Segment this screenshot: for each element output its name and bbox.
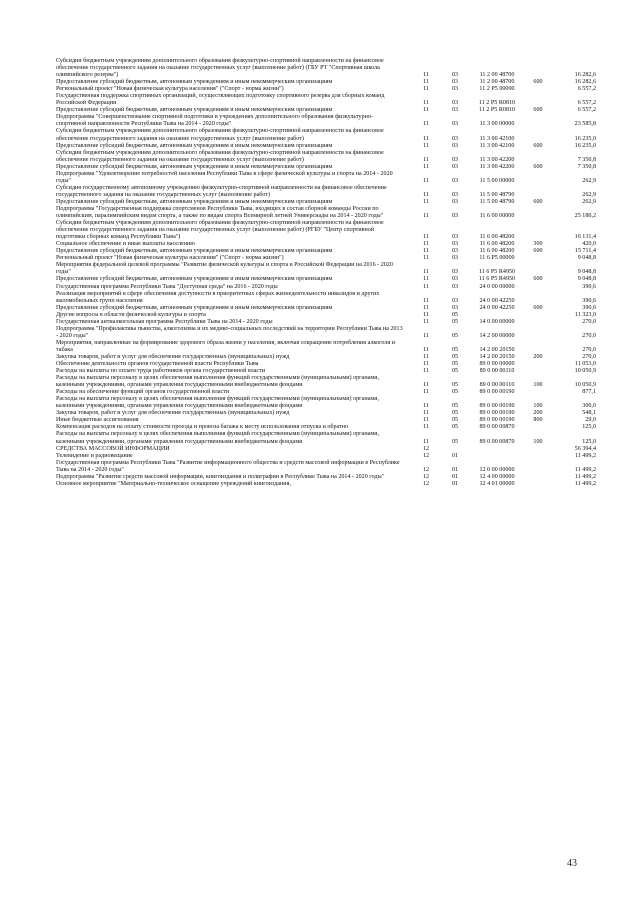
amount: 9 048,8 bbox=[577, 255, 596, 262]
amount: 125,0 bbox=[582, 424, 596, 431]
subsection-code: 05 bbox=[451, 318, 459, 325]
amount: 390,6 bbox=[582, 283, 596, 290]
amount: 6 557,2 bbox=[577, 100, 596, 107]
target-article-code: 89 0 00 00870 bbox=[479, 438, 515, 445]
row-name: Реализация мероприятий в сфере обеспечения доступности в приоритетных сферах жизнедеятельности инвалидов и других маломобильных групп населения bbox=[56, 290, 380, 304]
expense-type-code: 600 bbox=[533, 142, 543, 149]
target-article-code: 11 6 00 48200 bbox=[479, 248, 515, 255]
subsection-code: 03 bbox=[451, 191, 459, 198]
expense-type-code: 100 bbox=[533, 382, 543, 389]
amount: 262,9 bbox=[582, 198, 596, 205]
amount: 9 048,8 bbox=[577, 276, 596, 283]
row-name: Подпрограмма "Развитие средств массовой информации, книгоиздания и полиграфии в Республике Тыва на 2014 - 2020 годы" bbox=[56, 473, 385, 480]
subsection-code: 03 bbox=[451, 297, 459, 304]
row-name: Закупка товаров, работ и услуг для обеспечения государственных (муниципальных) нужд bbox=[56, 410, 290, 417]
table-row bbox=[56, 58, 596, 79]
subsection-code: 05 bbox=[451, 332, 459, 339]
amount: 16 282,6 bbox=[574, 79, 596, 86]
subsection-code: 05 bbox=[451, 353, 459, 360]
target-article-code: 89 0 00 00190 bbox=[479, 417, 515, 424]
table-row bbox=[56, 185, 596, 199]
target-article-code: 89 0 00 00190 bbox=[479, 403, 515, 410]
subsection-code: 03 bbox=[451, 276, 459, 283]
section-code: 11 bbox=[423, 297, 429, 304]
target-article-code: 11 3 00 42100 bbox=[479, 135, 515, 142]
target-article-code: 14 0 00 00000 bbox=[479, 318, 515, 325]
table-row bbox=[56, 128, 596, 142]
amount: 11 323,0 bbox=[574, 311, 596, 318]
section-code: 11 bbox=[423, 304, 429, 311]
expense-type-code: 200 bbox=[533, 410, 543, 417]
expense-type-code: 600 bbox=[533, 276, 543, 283]
table-row bbox=[56, 474, 596, 481]
target-article-code: 89 0 00 00190 bbox=[479, 410, 515, 417]
subsection-code: 05 bbox=[451, 382, 459, 389]
section-code: 11 bbox=[423, 276, 429, 283]
section-code: 11 bbox=[423, 234, 429, 241]
row-name: Расходы на выплаты персоналу в целях обеспечения выполнения функций государственными (муниципальными) органами, казенными учреждениями, органами управления государственными внебюджетными фондами bbox=[56, 375, 379, 389]
amount: 16 131,4 bbox=[574, 234, 596, 241]
target-article-code: 14 2 00 20150 bbox=[479, 346, 515, 353]
target-article-code: 89 0 00 00110 bbox=[479, 368, 515, 375]
row-name: Расходы на обеспечение функций органов государственной власти bbox=[56, 389, 230, 396]
amount: 270,0 bbox=[582, 318, 596, 325]
expense-type-code: 600 bbox=[533, 248, 543, 255]
amount: 390,6 bbox=[582, 297, 596, 304]
subsection-code: 05 bbox=[451, 368, 459, 375]
subsection-code: 03 bbox=[451, 198, 459, 205]
table-row bbox=[56, 262, 596, 276]
target-article-code: 11 6 00 48200 bbox=[479, 234, 515, 241]
row-name: Телевидение и радиовещание bbox=[56, 452, 133, 459]
target-article-code: 14 2 00 20150 bbox=[479, 353, 515, 360]
table-row bbox=[56, 171, 596, 185]
section-code: 11 bbox=[423, 353, 429, 360]
target-article-code: 11 2 P5 R0810 bbox=[478, 107, 516, 114]
table-row bbox=[56, 220, 596, 241]
expense-type-code: 100 bbox=[533, 438, 543, 445]
row-name: Предоставление субсидий бюджетным, автономным учреждениям и иным некоммерческим организациям bbox=[56, 142, 333, 149]
subsection-code: 01 bbox=[451, 452, 459, 459]
section-code: 11 bbox=[423, 198, 429, 205]
target-article-code: 89 0 00 00870 bbox=[479, 424, 515, 431]
row-name: Компенсация расходов на оплату стоимости проезда и провоза багажа к месту использования отпуска и обратно bbox=[56, 424, 349, 431]
expense-type-code: 600 bbox=[533, 79, 543, 86]
table-row bbox=[56, 143, 596, 150]
amount: 11 499,2 bbox=[574, 473, 596, 480]
target-article-code: 12 0 00 00000 bbox=[479, 466, 515, 473]
amount: 420,0 bbox=[582, 241, 596, 248]
row-name: Государственная программа Республики Тыва "Развитие информационного общества и средств массовой информации в Республике Тыва на 2014 - 2020 годы" bbox=[56, 459, 400, 473]
row-name: Расходы на выплаты персоналу в целях обеспечения выполнения функций государственными (муниципальными) органами, казенными учреждениями, органами управления государственными внебюджетными фондами bbox=[56, 396, 379, 410]
subsection-code: 01 bbox=[451, 480, 459, 487]
section-code: 11 bbox=[423, 382, 429, 389]
row-name: Иные бюджетные ассигнования bbox=[56, 417, 139, 424]
amount: 29,0 bbox=[585, 417, 596, 424]
section-code: 11 bbox=[423, 283, 429, 290]
subsection-code: 05 bbox=[451, 410, 459, 417]
section-code: 11 bbox=[423, 311, 429, 318]
row-name: Подпрограмма "Государственная поддержка спортсменов Республики Тыва, входящих в состав сборной команды России по олимпийским, паралимпийским видам спорта, а также по видам спорта Всемирной летней Универсиады на 2014 - 2020 годы" bbox=[56, 205, 384, 220]
section-code: 11 bbox=[423, 135, 429, 142]
amount: 9 048,8 bbox=[577, 269, 596, 276]
table-row bbox=[56, 481, 596, 488]
subsection-code: 03 bbox=[451, 135, 459, 142]
subsection-code: 05 bbox=[451, 417, 459, 424]
section-code: 11 bbox=[423, 241, 429, 248]
section-code: 11 bbox=[423, 332, 429, 339]
subsection-code: 05 bbox=[451, 438, 459, 445]
budget-table bbox=[56, 58, 596, 488]
target-article-code: 11 2 P5 00000 bbox=[479, 86, 515, 93]
table-row bbox=[56, 284, 596, 291]
subsection-code: 03 bbox=[451, 86, 459, 93]
table-row bbox=[56, 361, 596, 368]
target-article-code: 24 0 00 00000 bbox=[479, 283, 515, 290]
table-row bbox=[56, 446, 596, 453]
subsection-code: 03 bbox=[451, 107, 459, 114]
table-row bbox=[56, 375, 596, 389]
subsection-code: 03 bbox=[451, 248, 459, 255]
row-name: Региональный проект "Новая физическая культура населения" ("Спорт - норма жизни") bbox=[56, 86, 284, 93]
section-code: 11 bbox=[423, 121, 429, 128]
section-code: 11 bbox=[423, 410, 429, 417]
row-name: Подпрограмма "Совершенствование спортивной подготовки в учреждениях дополнительного образования физкультурно-спортивной направленности Республики Тыва на 2014 - 2020 годы" bbox=[56, 114, 373, 128]
subsection-code: 03 bbox=[451, 234, 459, 241]
subsection-code: 03 bbox=[451, 177, 459, 184]
subsection-code: 03 bbox=[451, 269, 459, 276]
amount: 10 050,9 bbox=[574, 368, 596, 375]
target-article-code: 11 2 00 48700 bbox=[479, 72, 515, 79]
row-name: Предоставление субсидий бюджетным, автономным учреждениям и иным некоммерческим организациям bbox=[56, 163, 333, 170]
row-name: Социальное обеспечение и иные выплаты населению bbox=[56, 241, 195, 248]
section-code: 11 bbox=[423, 213, 429, 220]
section-code: 11 bbox=[423, 100, 429, 107]
amount: 16 282,6 bbox=[574, 72, 596, 79]
amount: 25 180,2 bbox=[574, 213, 596, 220]
expense-type-code: 600 bbox=[533, 198, 543, 205]
row-name: Предоставление субсидий бюджетным, автономным учреждениям и иным некоммерческим организациям bbox=[56, 304, 333, 311]
table-row bbox=[56, 453, 596, 460]
subsection-code: 03 bbox=[451, 72, 459, 79]
table-row bbox=[56, 150, 596, 164]
amount: 23 585,8 bbox=[574, 121, 596, 128]
expense-type-code: 600 bbox=[533, 163, 543, 170]
amount: 6 557,2 bbox=[577, 107, 596, 114]
table-row bbox=[56, 312, 596, 319]
section-code: 11 bbox=[423, 177, 429, 184]
row-name: Субсидии бюджетным учреждениям дополнительного образования физкультурно-спортивной направленности на финансовое обеспечение государственного задания на оказание государственных услуг (выполнение работ) (РГБУ "Центр спортивной подготовки сборных команд Республики Тыва") bbox=[56, 220, 384, 241]
amount: 390,6 bbox=[582, 304, 596, 311]
expense-type-code: 200 bbox=[533, 353, 543, 360]
subsection-code: 03 bbox=[451, 79, 459, 86]
table-row bbox=[56, 396, 596, 410]
amount: 270,0 bbox=[582, 332, 596, 339]
expense-type-code: 300 bbox=[533, 241, 543, 248]
amount: 11 499,2 bbox=[574, 452, 596, 459]
target-article-code: 11 5 00 48790 bbox=[479, 191, 515, 198]
section-code: 12 bbox=[422, 480, 430, 487]
amount: 11 053,0 bbox=[574, 361, 596, 368]
subsection-code: 03 bbox=[451, 304, 459, 311]
row-name: Подпрограмма "Удовлетворение потребностей населения Республики Тыва в сфере физической культуры и спорта на 2014 - 2020 годы" bbox=[56, 170, 393, 184]
subsection-code: 05 bbox=[451, 346, 459, 353]
target-article-code: 14 2 00 00000 bbox=[479, 332, 515, 339]
row-name: Предоставление субсидий бюджетным, автономным учреждениям и иным некоммерческим организациям bbox=[56, 107, 333, 114]
subsection-code: 05 bbox=[451, 389, 459, 396]
section-code: 12 bbox=[422, 452, 430, 459]
table-row bbox=[56, 460, 596, 474]
table-row bbox=[56, 305, 596, 312]
section-code: 11 bbox=[423, 156, 429, 163]
row-name: Мероприятия федеральной целевой программы "Развитие физической культуры и спорта в Российской Федерации на 2016 - 2020 годы" bbox=[56, 262, 393, 276]
target-article-code: 11 2 P5 R0810 bbox=[478, 100, 516, 107]
amount: 10 050,9 bbox=[574, 382, 596, 389]
section-code: 11 bbox=[423, 346, 429, 353]
section-code: 11 bbox=[423, 191, 429, 198]
row-name: Государственная программа Республики Тыва "Доступная среда" на 2016 - 2020 годы bbox=[56, 283, 278, 290]
subsection-code: 03 bbox=[451, 142, 459, 149]
amount: 56 394,4 bbox=[574, 445, 596, 452]
table-row bbox=[56, 164, 596, 171]
table-row bbox=[56, 114, 596, 128]
table-row bbox=[56, 199, 596, 206]
section-code: 11 bbox=[423, 389, 429, 396]
subsection-code: 03 bbox=[451, 100, 459, 107]
section-code: 11 bbox=[423, 424, 429, 431]
section-code: 12 bbox=[422, 466, 430, 473]
section-code: 11 bbox=[423, 318, 429, 325]
row-name: Подпрограмма "Профилактика пьянства, алкоголизма и их медико-социальных последствий на территории Республики Тыва на 2013 - 2020 годы" bbox=[56, 325, 403, 339]
target-article-code: 11 5 00 00000 bbox=[479, 177, 515, 184]
target-article-code: 11 6 P5 00000 bbox=[479, 255, 515, 262]
subsection-code: 03 bbox=[451, 213, 459, 220]
row-name: Мероприятия, направленные на формирование здорового образа жизни у населения, включая сокращение потребления алкоголя и табака bbox=[56, 339, 396, 353]
target-article-code: 11 6 P5 R4950 bbox=[478, 269, 516, 276]
amount: 262,9 bbox=[582, 191, 596, 198]
row-name: Основное мероприятие "Материально-техническое оснащение учреждений книгоиздания, bbox=[56, 480, 291, 487]
section-code: 11 bbox=[423, 361, 429, 368]
section-code: 11 bbox=[423, 107, 429, 114]
row-name: Региональный проект "Новая физическая культура населения" ("Спорт - норма жизни") bbox=[56, 255, 284, 262]
expense-type-code: 800 bbox=[533, 417, 543, 424]
table-row bbox=[56, 93, 596, 107]
subsection-code: 05 bbox=[451, 403, 459, 410]
amount: 7 350,8 bbox=[577, 163, 596, 170]
target-article-code: 89 0 00 00000 bbox=[479, 361, 515, 368]
target-article-code: 11 3 00 00000 bbox=[479, 121, 515, 128]
target-article-code: 89 0 00 00110 bbox=[479, 382, 515, 389]
row-name: Предоставление субсидий бюджетным, автономным учреждениям и иным некоммерческим организациям bbox=[56, 276, 333, 283]
amount: 270,0 bbox=[582, 346, 596, 353]
expense-type-code: 600 bbox=[533, 107, 543, 114]
row-name: Предоставление субсидий бюджетным, автономным учреждениям и иным некоммерческим организациям bbox=[56, 79, 333, 86]
subsection-code: 03 bbox=[451, 283, 459, 290]
target-article-code: 11 5 00 48790 bbox=[479, 198, 515, 205]
table-row bbox=[56, 276, 596, 283]
section-code: 11 bbox=[423, 72, 429, 79]
section-code: 11 bbox=[423, 403, 429, 410]
target-article-code: 11 3 00 42200 bbox=[479, 163, 515, 170]
row-name: Обеспечение деятельности органов государственной власти Республики Тыва bbox=[56, 361, 259, 368]
row-name: Субсидии бюджетным учреждениям дополнительного образования физкультурно-спортивной направленности на финансовое обеспечение государственного задания на оказание государственных услуг (выполнение работ) bbox=[56, 128, 384, 142]
target-article-code: 11 3 00 42100 bbox=[479, 142, 515, 149]
row-name: Другие вопросы в области физической культуры и спорта bbox=[56, 311, 206, 318]
section-code: 12 bbox=[422, 445, 430, 452]
target-article-code: 24 0 00 42250 bbox=[479, 304, 515, 311]
section-code: 11 bbox=[423, 79, 429, 86]
subsection-code: 01 bbox=[451, 473, 459, 480]
amount: 262,9 bbox=[582, 177, 596, 184]
table-row bbox=[56, 291, 596, 305]
section-code: 11 bbox=[423, 255, 429, 262]
row-name: Закупка товаров, работ и услуг для обеспечения государственных (муниципальных) нужд bbox=[56, 353, 290, 360]
table-row bbox=[56, 206, 596, 220]
row-name: Расходы на выплаты персоналу в целях обеспечения выполнения функций государственными (муниципальными) органами, казенными учреждениями, органами управления государственными внебюджетными фондами bbox=[56, 431, 379, 445]
section-code: 11 bbox=[423, 163, 429, 170]
expense-type-code: 100 bbox=[533, 403, 543, 410]
target-article-code: 12 4 01 00000 bbox=[479, 480, 515, 487]
amount: 6 557,2 bbox=[577, 86, 596, 93]
subsection-code: 05 bbox=[451, 361, 459, 368]
section-code: 11 bbox=[423, 368, 429, 375]
expense-type-code: 600 bbox=[533, 304, 543, 311]
section-code: 11 bbox=[423, 417, 429, 424]
target-article-code: 11 6 00 00000 bbox=[479, 213, 515, 220]
target-article-code: 11 2 00 48700 bbox=[479, 79, 515, 86]
table-row bbox=[56, 326, 596, 340]
table-row bbox=[56, 354, 596, 361]
target-article-code: 11 6 P5 R4950 bbox=[478, 276, 516, 283]
target-article-code: 89 0 00 00190 bbox=[479, 389, 515, 396]
subsection-code: 03 bbox=[451, 156, 459, 163]
row-name: Государственная антиалкогольная программа Республики Тыва на 2014 - 2020 годы bbox=[56, 318, 273, 325]
row-name: Субсидии бюджетным учреждениям дополнительного образования физкультурно-спортивной направленности на финансовое обеспечение государственного задания на оказание государственных услуг (выполнение работ) bbox=[56, 149, 384, 163]
amount: 16 235,0 bbox=[574, 142, 596, 149]
subsection-code: 03 bbox=[451, 241, 459, 248]
page-number: 43 bbox=[567, 858, 577, 869]
amount: 15 711,4 bbox=[574, 248, 596, 255]
amount: 548,1 bbox=[582, 410, 596, 417]
subsection-code: 03 bbox=[451, 121, 459, 128]
section-code: 11 bbox=[423, 438, 429, 445]
amount: 125,0 bbox=[582, 438, 596, 445]
subsection-code: 01 bbox=[451, 466, 459, 473]
section-code: 11 bbox=[423, 269, 429, 276]
amount: 300,0 bbox=[582, 403, 596, 410]
target-article-code: 12 4 00 00000 bbox=[479, 473, 515, 480]
amount: 270,0 bbox=[582, 353, 596, 360]
table-row bbox=[56, 340, 596, 354]
amount: 11 499,2 bbox=[574, 480, 596, 487]
subsection-code: 05 bbox=[451, 311, 459, 318]
subsection-code: 03 bbox=[451, 255, 459, 262]
row-name: Субсидии бюджетным учреждениям дополнительного образования физкультурно-спортивной направленности на финансовое обеспечение государственного задания на оказание государственных услуг (выполнение работ) (ГБУ РТ "Спортивная школа олимпийского резерва") bbox=[56, 58, 384, 79]
amount: 7 350,8 bbox=[577, 156, 596, 163]
row-name: Субсидия государственному автономному учреждению физкультурно-спортивной направленности на финансовое обеспечение государственного задания на оказание государственных услуг (выполнение работ) bbox=[56, 184, 387, 198]
table-row bbox=[56, 319, 596, 326]
section-code: 11 bbox=[423, 86, 429, 93]
target-article-code: 11 6 00 48200 bbox=[479, 241, 515, 248]
section-code: 11 bbox=[423, 142, 429, 149]
row-name: Расходы на выплаты по оплате труда работников органа государственной власти bbox=[56, 368, 266, 375]
section-code: 12 bbox=[422, 473, 430, 480]
subsection-code: 05 bbox=[451, 424, 459, 431]
subsection-code: 03 bbox=[451, 163, 459, 170]
section-code: 11 bbox=[423, 248, 429, 255]
row-name: Предоставление субсидий бюджетным, автономным учреждениям и иным некоммерческим организациям bbox=[56, 248, 333, 255]
row-name: Предоставление субсидий бюджетным, автономным учреждениям и иным некоммерческим организациям bbox=[56, 198, 333, 205]
amount: 16 235,0 bbox=[574, 135, 596, 142]
target-article-code: 24 0 00 42250 bbox=[479, 297, 515, 304]
amount: 11 499,2 bbox=[574, 466, 596, 473]
table-row bbox=[56, 431, 596, 445]
row-name: СРЕДСТВА МАССОВОЙ ИНФОРМАЦИИ bbox=[56, 445, 170, 452]
row-name: Государственная поддержка спортивных организаций, осуществляющих подготовку спортивного резерва для сборных команд Российской Федерации bbox=[56, 93, 385, 107]
target-article-code: 11 3 00 42200 bbox=[479, 156, 515, 163]
amount: 877,1 bbox=[582, 389, 596, 396]
